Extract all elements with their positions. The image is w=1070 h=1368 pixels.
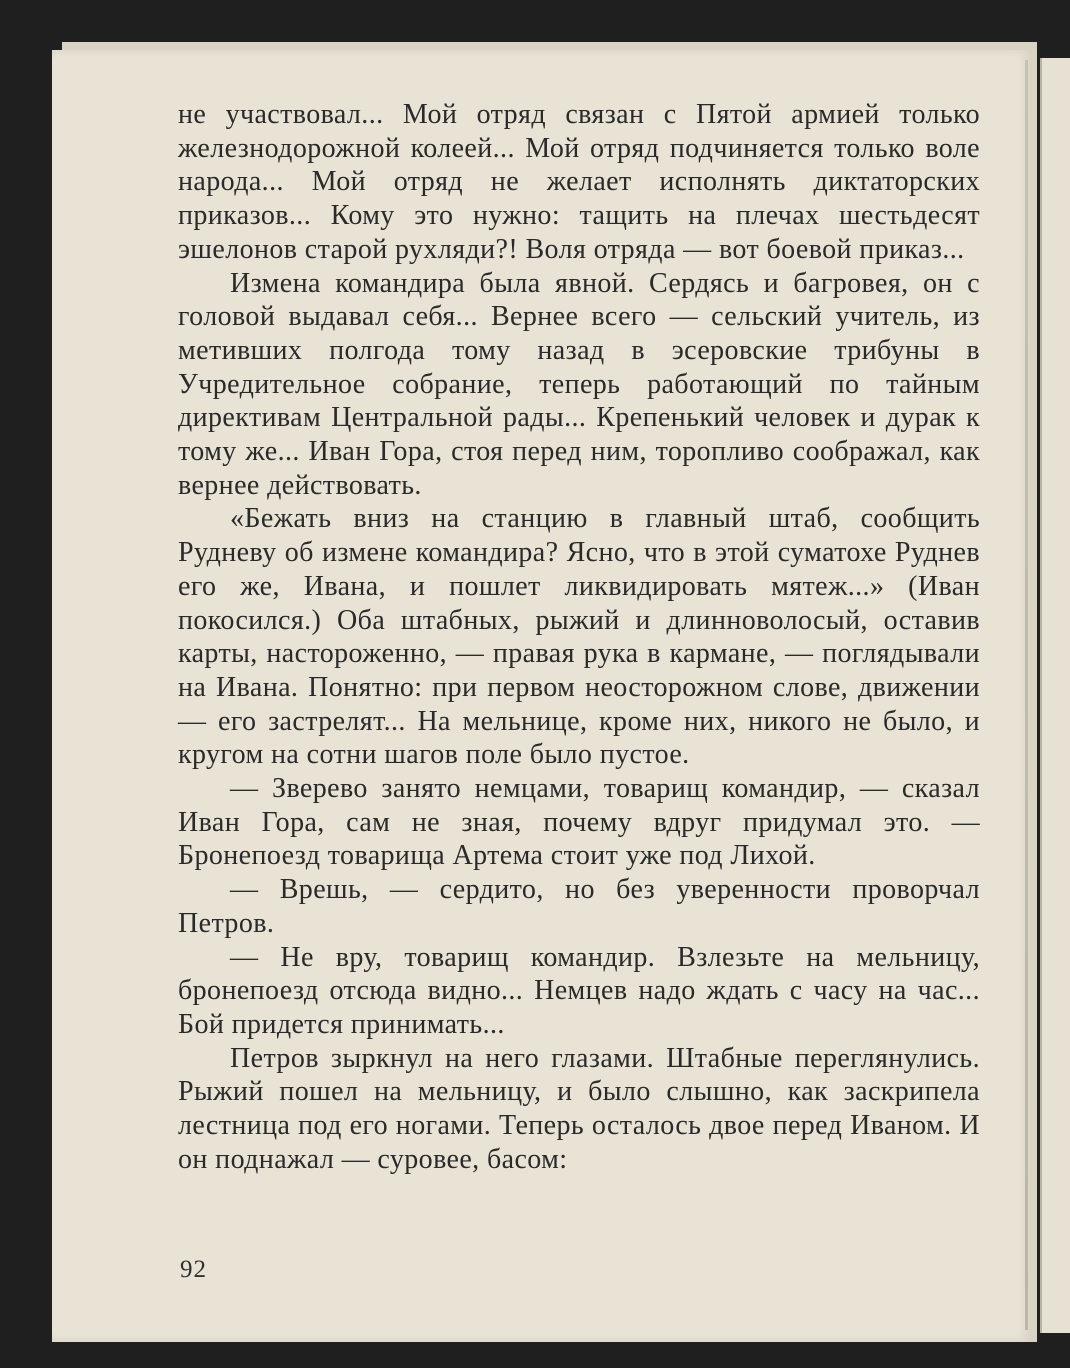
paragraph-4: — Зверево занято немцами, товарищ командир, — сказал Иван Гора, сам не зная, почему вдруг придумал это. — Бронепоезд товарища Артема стоит уже под Лихой. — [178, 773, 980, 872]
page-gutter — [1025, 60, 1028, 1330]
paragraph-2: Измена командира была явной. Сердясь и багровея, он с головой выдавал себя... Вернее всего — сельский учитель, из метивших полгода тому назад в эсеровские трибуны в Учредительное собрание, теперь работающий по тайным директивам Центральной рады... Крепенький человек и дурак к тому же... Иван Гора, стоя перед ним, торопливо соображал, как вернее действовать. — [178, 267, 980, 501]
paragraph-5: — Врешь, — сердито, но без уверенности проворчал Петров. — [178, 874, 980, 939]
page-number: 92 — [180, 1256, 207, 1283]
paragraph-7: Петров зыркнул на него глазами. Штабные переглянулись. Рыжий пошел на мельницу, и было слышно, как заскрипела лестница под его ногами. Теперь осталось двое перед Иваном. И он поднажал — суровее, басом: — [178, 1042, 980, 1175]
next-page-edge — [1040, 58, 1070, 1333]
paragraph-1: не участвовал... Мой отряд связан с Пятой армией только железнодорожной колеей... Мой отряд подчиняется только воле народа... Мой отряд не желает исполнять диктаторских приказов... Кому это нужно: тащить на плечах шестьдесят эшелонов старой рухляди?! Воля отряда — вот боевой приказ... — [178, 99, 980, 265]
page-text — [178, 98, 980, 1177]
paragraph-3: «Бежать вниз на станцию в главный штаб, сообщить Рудневу об измене командира? Ясно, что в этой суматохе Руднев его же, Ивана, и пошлет ликвидировать мятеж...» (Иван покосился.) Оба штабных, рыжий и длинноволосый, оставив карты, настороженно, — правая рука в кармане, — поглядывали на Ивана. Понятно: при первом неосторожном слове, движении — его застрелят... На мельнице, кроме них, никого не было, и кругом на сотни шагов поле было пустое. — [178, 503, 980, 771]
paragraph-6: — Не вру, товарищ командир. Взлезьте на мельницу, бронепоезд отсюда видно... Немцев надо ждать с часу на час... Бой придется принимать... — [178, 941, 980, 1040]
